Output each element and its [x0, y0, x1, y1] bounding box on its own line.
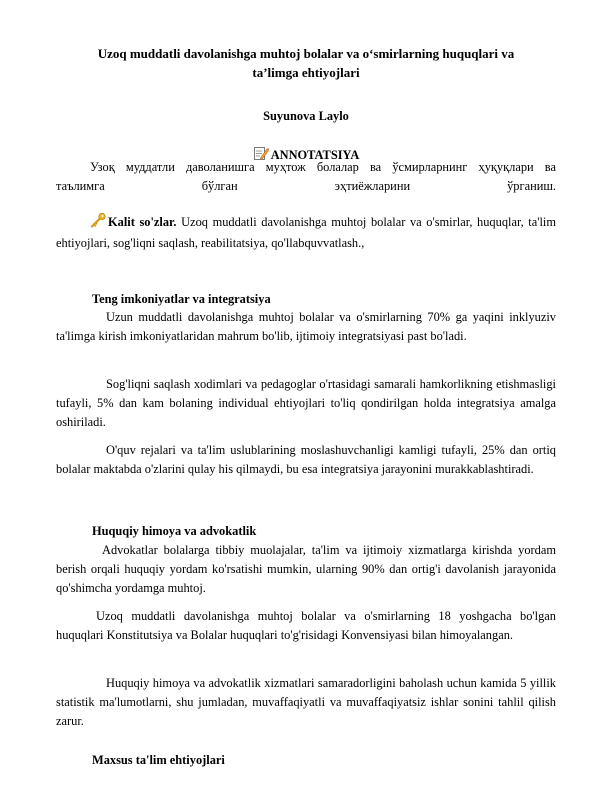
- paper-title-line2: ta’limga ehtiyojlari: [252, 65, 360, 80]
- keywords-paragraph: [56, 212, 556, 253]
- paper-author: Suyunova Laylo: [263, 109, 349, 123]
- section1-paragraph2: Sog'liqni saqlash xodimlari va pedagoglar o'rtasidagi samarali hamkorlikning etishmasligi tufayli, 5% dan kam bolaning individual ehtiyojlari to'liq qondirilgan holda integratsiya amalga oshiriladi.: [56, 377, 556, 429]
- section2-paragraph3: Huquqiy himoya va advokatlik xizmatlari samaradorligini baholash uchun kamida 5 yillik statistik ma'lumotlarni, shu jumladan, muvaffaqiyatli va muvaffaqiyatsiz ishlar sonini tahlil qilish zarur.: [56, 676, 556, 728]
- section2-heading: Huquqiy himoya va advokatlik: [92, 524, 257, 538]
- section1-paragraph3: O'quv rejalari va ta'lim uslublarining moslashuvchanligi kamligi tufayli, 25% dan ortiq bolalar maktabda o'zlarini qulay his qilmaydi, bu esa integratsiya jarayonini murakkablashtiradi.: [56, 443, 556, 476]
- section1-paragraph1: Uzun muddatli davolanishga muhtoj bolalar va o'smirlarning 70% ga yaqini inklyuziv ta'limga kirish imkoniyatlaridan mahrum bo'lib, ijtimoiy integratsiyasi past bo'ladi.: [56, 310, 556, 343]
- annotation-line1: Узоқ муддатли даволанишга муҳтож болалар ва ўсмирларнинг ҳуқуқлари ва: [90, 160, 556, 174]
- keywords-text: Uzoq muddatli davolanishga muhtoj bolalar va o'smirlar, huquqlar, ta'lim ehtiyojlari, sog'liqni saqlash, reabilitatsiya, qo'llabquvvatlash.,: [56, 215, 556, 250]
- keywords-label: Kalit so'zlar.: [108, 215, 177, 229]
- section2-paragraph1: Advokatlar bolalarga tibbiy muolajalar, ta'lim va ijtimoiy xizmatlarga kirishda yordam berish orqali huquqiy yordam ko'rsatishi mumkin, ularning 90% dan ortig'i davolanish jarayonida qo'shimcha yordamga muhtoj.: [56, 543, 556, 595]
- section1-heading: Teng imkoniyatlar va integratsiya: [92, 292, 271, 306]
- paper-title: [70, 44, 542, 82]
- annotation-text: [56, 158, 556, 196]
- annotation-line2: таълимга бўлган эҳтиёжларини ўрганиш.: [56, 179, 556, 193]
- annotation-heading-text: ANNOTATSIYA: [270, 148, 360, 162]
- key-icon: [90, 212, 106, 234]
- section3-heading: Maxsus ta'lim ehtiyojlari: [92, 753, 225, 767]
- section2-paragraph2: Uzoq muddatli davolanishga muhtoj bolalar va o'smirlarning 18 yoshgacha bo'lgan huquqlari Konstitutsiya va Bolalar huquqlari to'g'risidagi Konvensiyasi bilan himoyalangan.: [56, 609, 556, 642]
- paper-title-line1: Uzoq muddatli davolanishga muhtoj bolalar va o‘smirlarning huquqlari va: [97, 46, 515, 61]
